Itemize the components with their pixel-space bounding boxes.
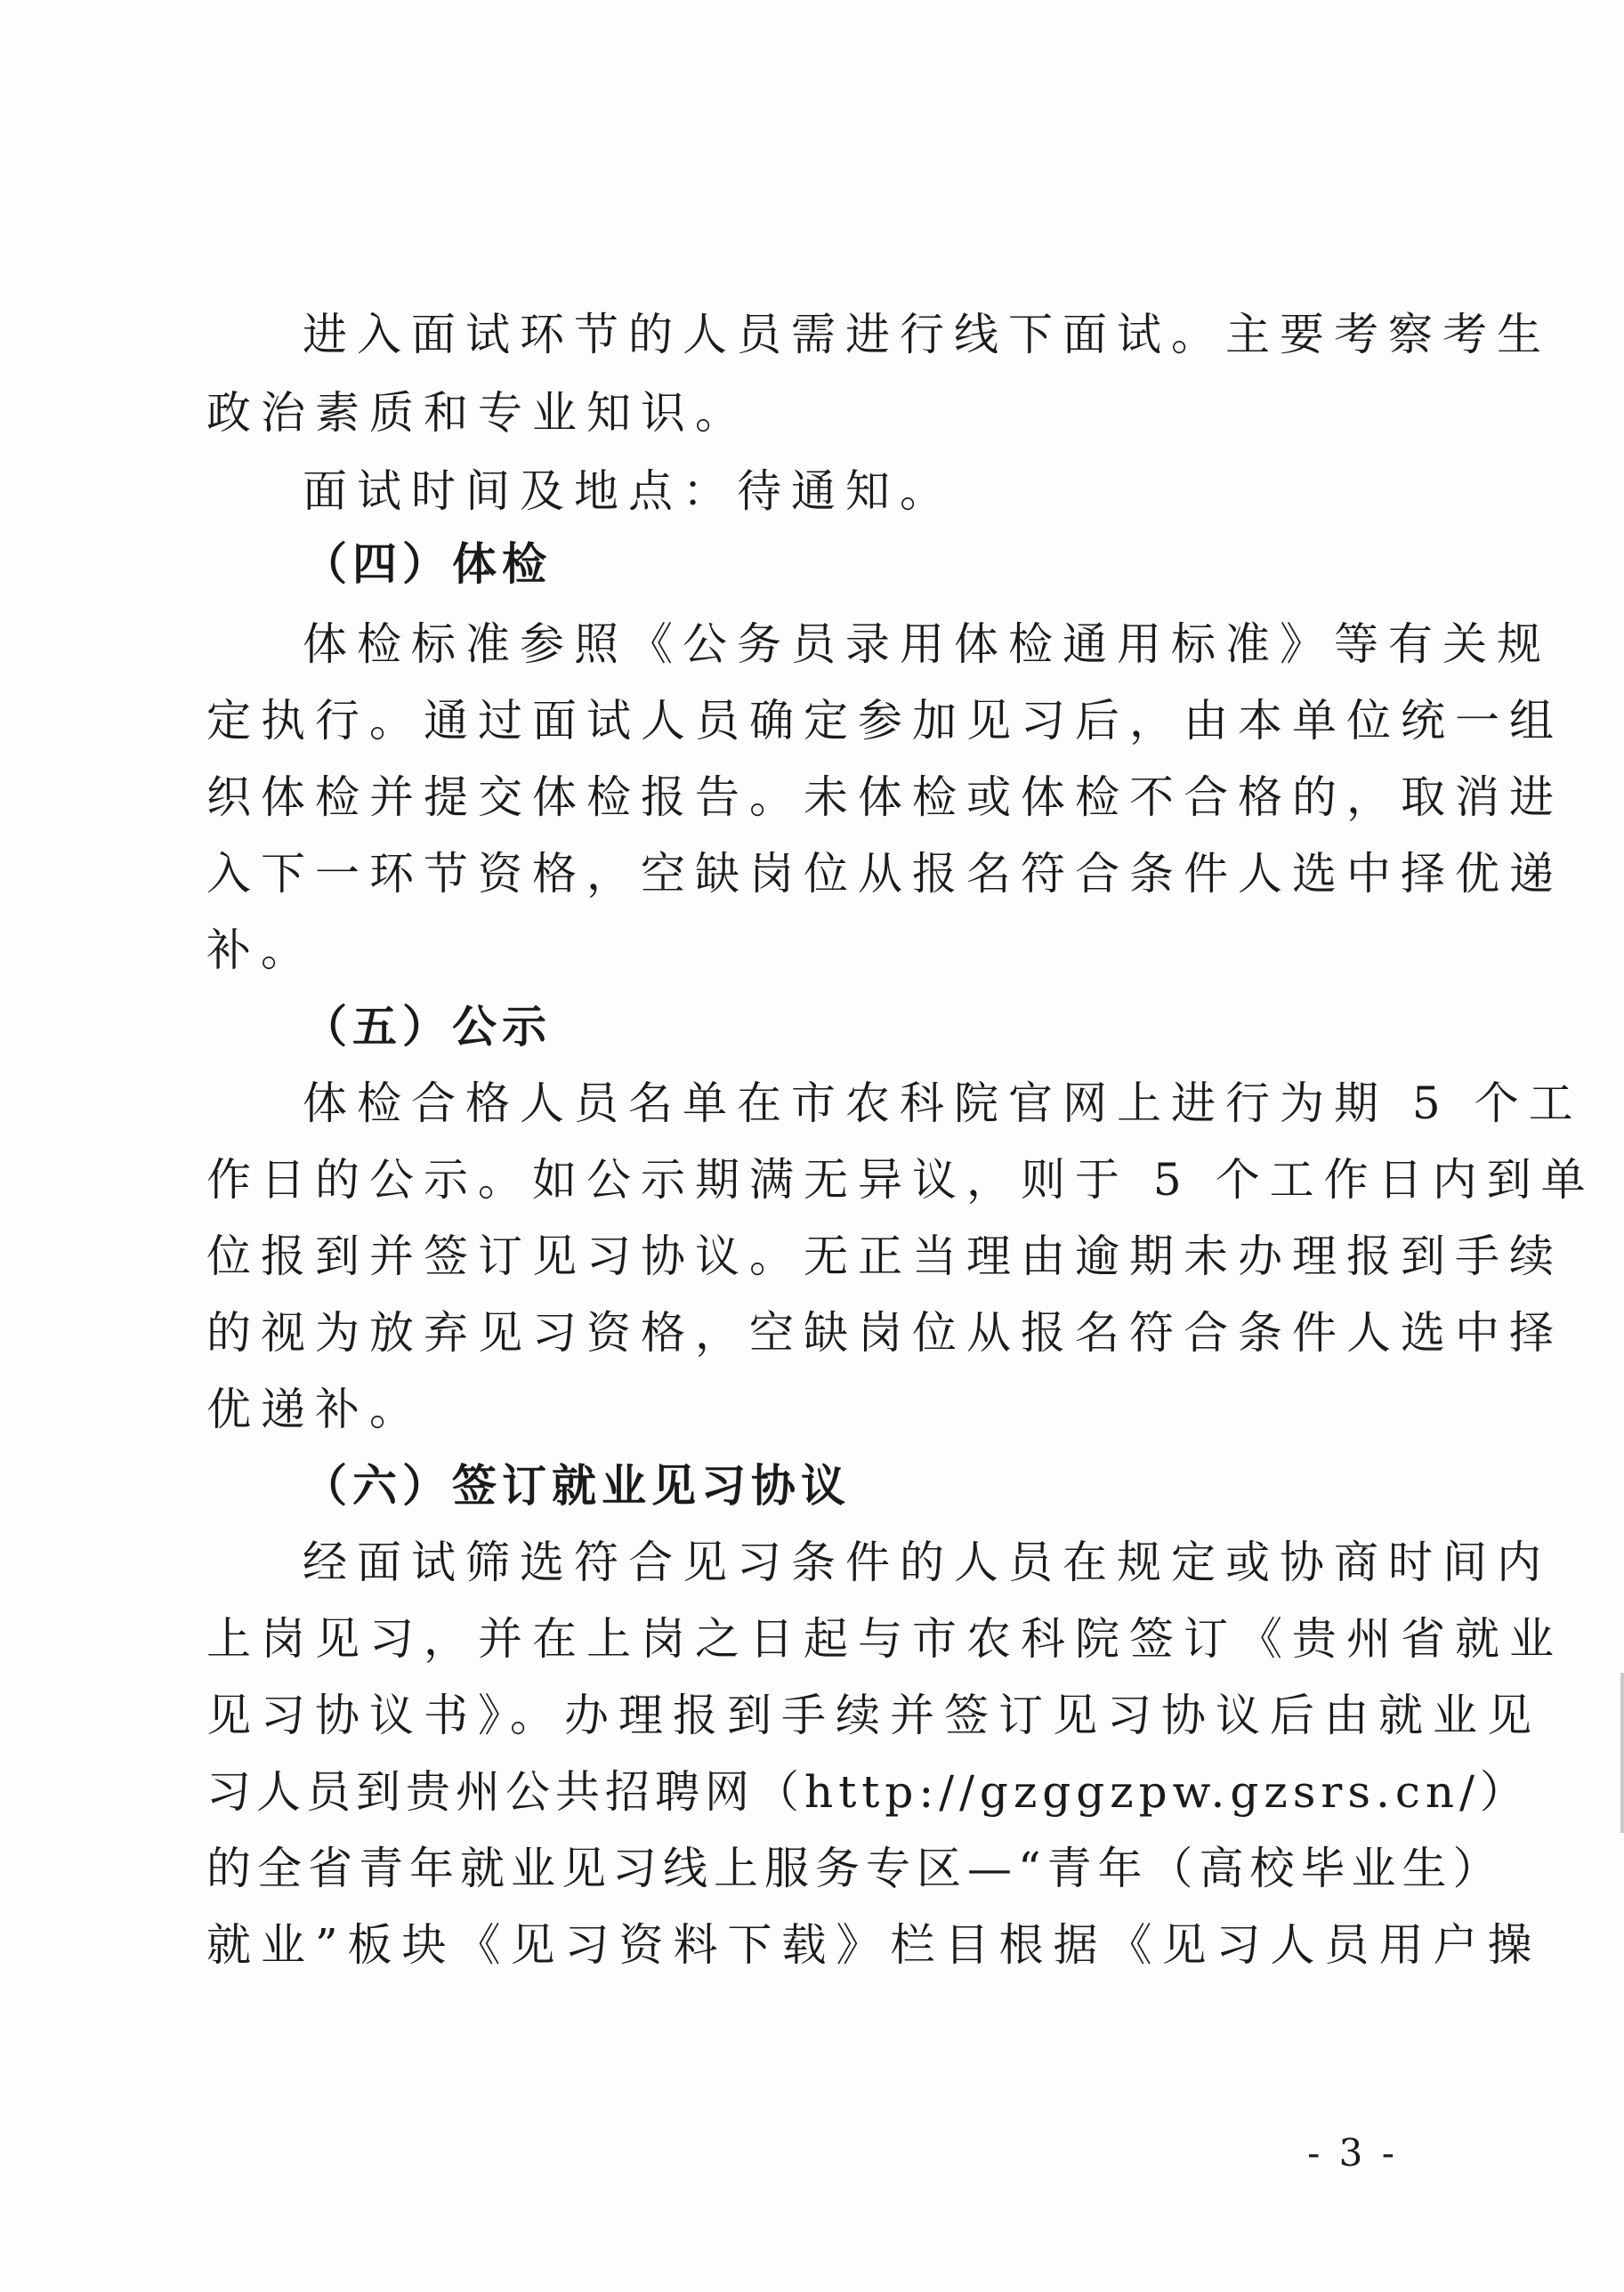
paragraph-line: 定执行。通过面试人员确定参加见习后，由本单位统一组 xyxy=(206,695,1563,747)
section-heading-4: （四）体检 xyxy=(303,537,552,590)
paragraph-line: 位报到并签订见习协议。无正当理由逾期未办理报到手续 xyxy=(206,1231,1563,1282)
scan-edge-shadow xyxy=(1620,1673,1624,1833)
section-heading-6: （六）签订就业见习协议 xyxy=(303,1459,851,1512)
paragraph-line: 体检合格人员名单在市农科院官网上进行为期 5 个工 xyxy=(303,1077,1583,1129)
paragraph-line: 入下一环节资格，空缺岗位从报名符合条件人选中择优递 xyxy=(206,848,1563,900)
paragraph-line: 上岗见习，并在上岗之日起与市农科院签订《贵州省就业 xyxy=(206,1613,1563,1665)
paragraph-line: 经面试筛选符合见习条件的人员在规定或协商时间内 xyxy=(303,1537,1551,1588)
paragraph-line: 体检标准参照《公务员录用体检通用标准》等有关规 xyxy=(303,618,1551,670)
paragraph-line: 见习协议书》。办理报到手续并签订见习协议后由就业见 xyxy=(206,1690,1541,1741)
paragraph-line: 习人员到贵州公共招聘网（http://gzggzpw.gzsrs.cn/） xyxy=(206,1766,1530,1818)
paragraph-line: 就业”板块《见习资料下载》栏目根据《见习人员用户操 xyxy=(206,1919,1542,1971)
page-number: - 3 - xyxy=(1307,2131,1398,2175)
paragraph-line: 进入面试环节的人员需进行线下面试。主要考察考生 xyxy=(303,309,1551,360)
paragraph-line: 织体检并提交体检报告。未体检或体检不合格的，取消进 xyxy=(206,771,1563,823)
paragraph-line: 面试时间及地点：待通知。 xyxy=(303,465,954,517)
paragraph-line: 的视为放弃见习资格，空缺岗位从报名符合条件人选中择 xyxy=(206,1307,1563,1359)
paragraph-line: 优递补。 xyxy=(206,1384,424,1435)
paragraph-line: 的全省青年就业见习线上服务专区—“青年（高校毕业生） xyxy=(206,1843,1504,1894)
paragraph-line: 补。 xyxy=(206,924,315,976)
paragraph-line: 作日的公示。如公示期满无异议，则于 5 个工作日内到单 xyxy=(206,1154,1596,1206)
paragraph-line: 政治素质和专业知识。 xyxy=(206,387,749,439)
section-heading-5: （五）公示 xyxy=(303,1000,552,1053)
